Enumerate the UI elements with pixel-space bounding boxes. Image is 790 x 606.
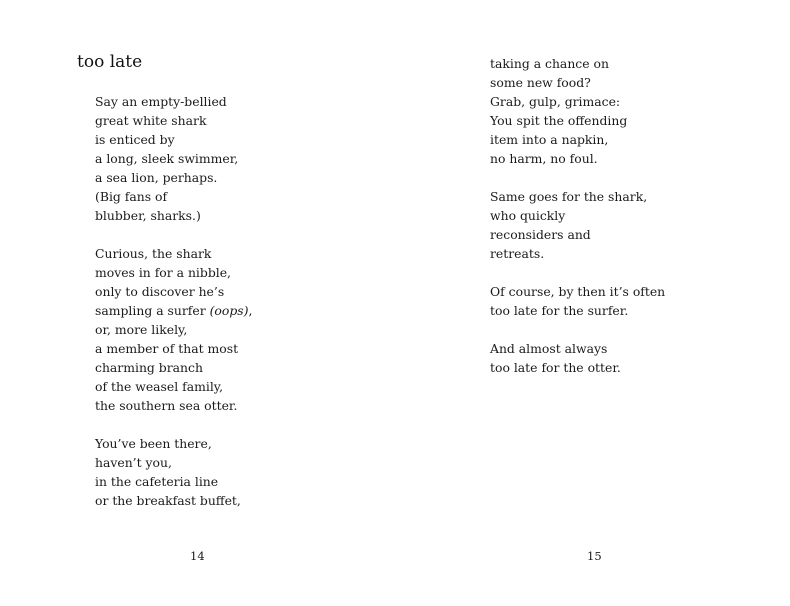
- poem-line: haven’t you,: [95, 455, 172, 470]
- poem-line: great white shark: [95, 113, 207, 128]
- poem-line: a long, sleek swimmer,: [95, 151, 239, 166]
- poem-line: too late for the surfer.: [490, 303, 629, 318]
- left-page-stanzas: [95, 92, 252, 529]
- line-segment: ,: [248, 303, 253, 318]
- stanza: [490, 282, 665, 320]
- poem-line: Grab, gulp, grimace:: [490, 94, 621, 109]
- poem-line: or the breakfast buffet,: [95, 493, 241, 508]
- poem-line: [95, 301, 252, 320]
- poem-line: only to discover he’s: [95, 284, 225, 299]
- poem-line: blubber, sharks.): [95, 208, 201, 223]
- italic-aside: (oops): [209, 303, 249, 318]
- poem-line: And almost always: [490, 341, 608, 356]
- poem-line: no harm, no foul.: [490, 151, 598, 166]
- poem-line: Say an empty-bellied: [95, 94, 227, 109]
- poem-line: who quickly: [490, 208, 566, 223]
- poem-line: moves in for a nibble,: [95, 265, 231, 280]
- stanza: [490, 187, 665, 263]
- poem-line: the southern sea otter.: [95, 398, 238, 413]
- page-number-left: 14: [190, 549, 205, 563]
- right-page-stanzas: [490, 54, 665, 396]
- poem-title: too late: [77, 52, 143, 72]
- poem-line: You’ve been there,: [95, 436, 212, 451]
- stanza: [95, 92, 252, 225]
- poem-line: or, more likely,: [95, 322, 188, 337]
- poem-line: Same goes for the shark,: [490, 189, 648, 204]
- line-segment: sampling a surfer: [95, 303, 210, 318]
- poem-line: a member of that most: [95, 341, 239, 356]
- stanza: [490, 339, 665, 377]
- poem-line: Curious, the shark: [95, 246, 212, 261]
- poem-line: in the cafeteria line: [95, 474, 219, 489]
- page-number-right: 15: [587, 549, 602, 563]
- stanza: [95, 434, 252, 510]
- poem-line: (Big fans of: [95, 189, 168, 204]
- poem-line: reconsiders and: [490, 227, 591, 242]
- poem-line: too late for the otter.: [490, 360, 621, 375]
- poem-line: taking a chance on: [490, 56, 609, 71]
- poem-line: You spit the offending: [490, 113, 628, 128]
- right-page: [395, 0, 790, 606]
- poem-line: charming branch: [95, 360, 203, 375]
- poem-line: is enticed by: [95, 132, 175, 147]
- poem-line: some new food?: [490, 75, 591, 90]
- poem-line: a sea lion, perhaps.: [95, 170, 218, 185]
- poem-line: item into a napkin,: [490, 132, 609, 147]
- stanza: [490, 54, 665, 168]
- stanza: [95, 244, 252, 415]
- poem-line: Of course, by then it’s often: [490, 284, 666, 299]
- poem-line: retreats.: [490, 246, 545, 261]
- poem-line: of the weasel family,: [95, 379, 224, 394]
